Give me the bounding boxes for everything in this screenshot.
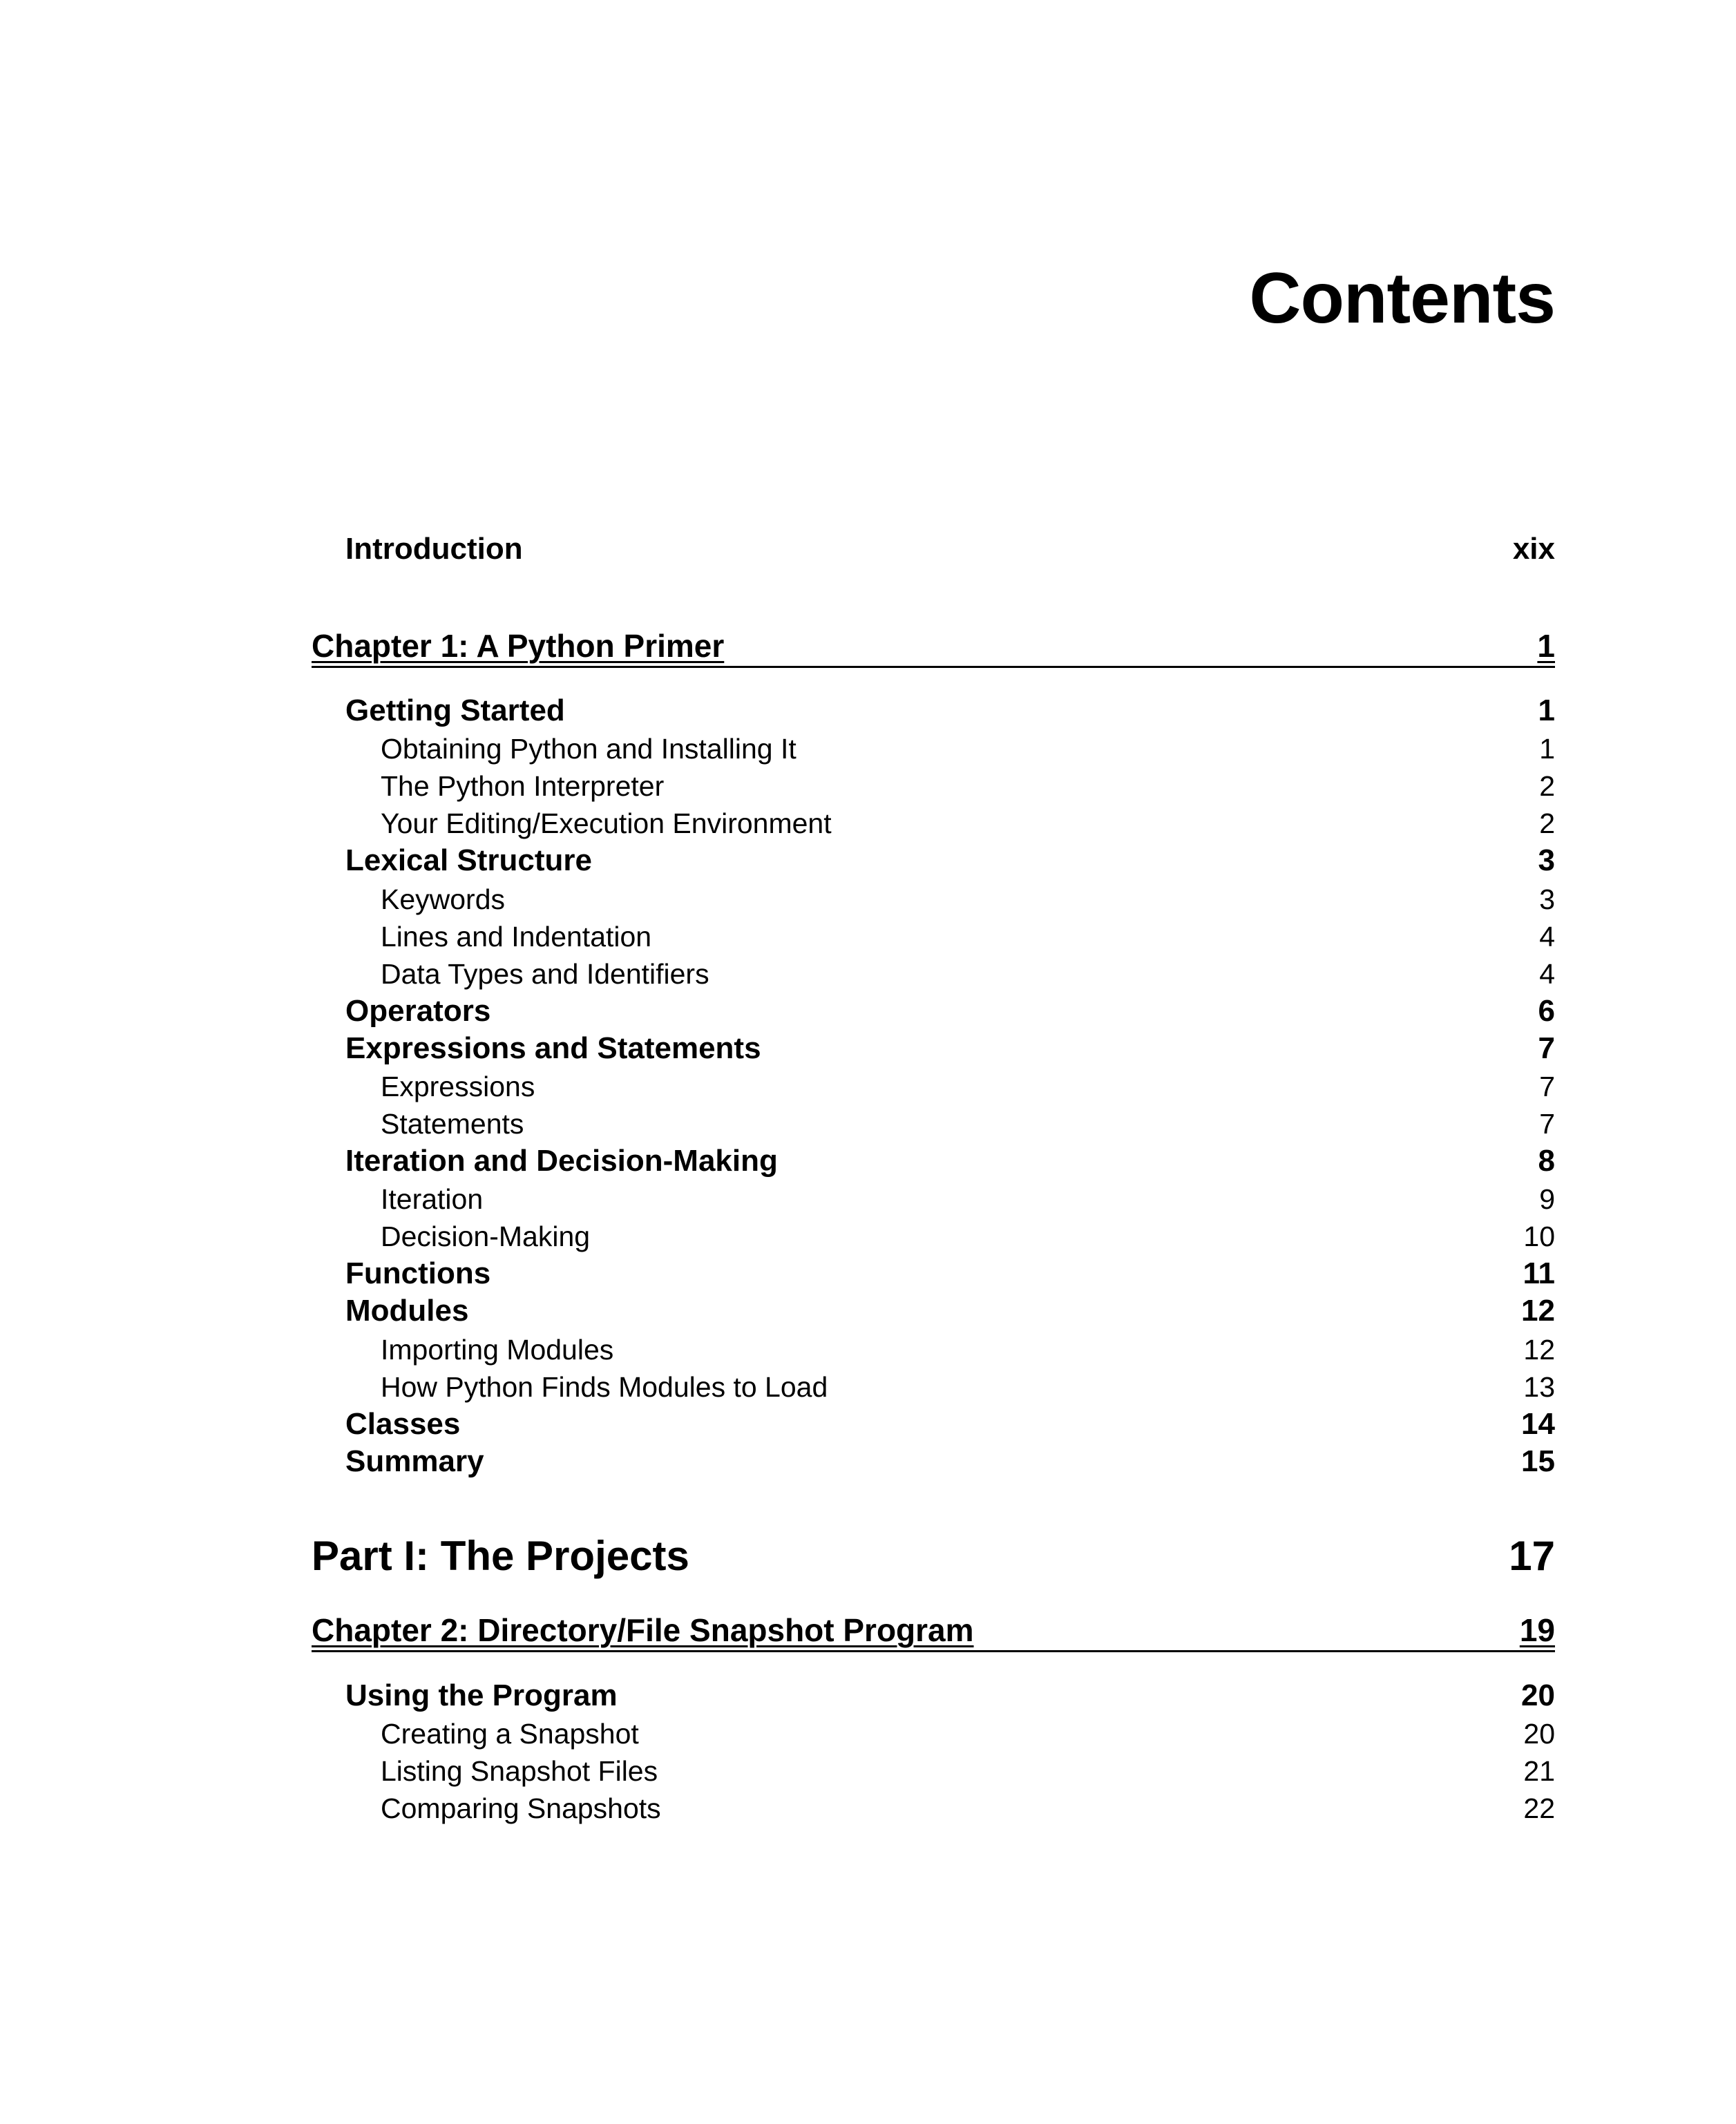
toc-chapter-page: 19 xyxy=(1519,1612,1555,1648)
toc-section-page: 15 xyxy=(1521,1444,1555,1478)
toc-subsection-page: 2 xyxy=(1539,807,1555,839)
toc-section[interactable] xyxy=(345,1256,1555,1291)
toc-subsection-page: 4 xyxy=(1539,921,1555,953)
toc-section-label: Expressions and Statements xyxy=(345,1031,761,1065)
toc-section[interactable] xyxy=(345,843,1555,878)
toc-chapter-label: Chapter 1: A Python Primer xyxy=(312,628,725,664)
toc-section[interactable] xyxy=(345,1444,1555,1479)
toc-section-page: 14 xyxy=(1521,1407,1555,1441)
toc-section-page: 3 xyxy=(1538,843,1555,877)
toc-section-label: Functions xyxy=(345,1256,491,1290)
toc-subsection-label: Statements xyxy=(381,1108,524,1140)
toc-part-label: Part I: The Projects xyxy=(312,1533,689,1579)
toc-section-label: Iteration and Decision-Making xyxy=(345,1144,778,1178)
toc-subsection-label: Data Types and Identifiers xyxy=(381,958,709,990)
toc-section-label: Getting Started xyxy=(345,693,565,727)
toc-subsection-label: Lines and Indentation xyxy=(381,921,652,953)
toc-section-page: 20 xyxy=(1521,1678,1555,1712)
toc-subsection[interactable] xyxy=(381,883,1555,916)
toc-chapter-label: Chapter 2: Directory/File Snapshot Program xyxy=(312,1612,974,1648)
toc-subsection-label: Your Editing/Execution Environment xyxy=(381,807,832,839)
toc-subsection[interactable] xyxy=(381,1108,1555,1140)
page-title: Contents xyxy=(1249,258,1555,338)
toc-subsection-label: Keywords xyxy=(381,883,506,915)
toc-entry-introduction[interactable] xyxy=(345,532,1555,566)
toc-chapter-page: 1 xyxy=(1537,628,1555,664)
toc-chapter-2[interactable] xyxy=(312,1611,1555,1652)
toc-subsection-page: 21 xyxy=(1523,1755,1555,1787)
toc-subsection[interactable] xyxy=(381,1071,1555,1103)
toc-part-1[interactable] xyxy=(312,1532,1555,1580)
toc-subsection[interactable] xyxy=(381,1718,1555,1750)
toc-subsection[interactable] xyxy=(381,1371,1555,1404)
toc-subsection-label: Decision-Making xyxy=(381,1221,591,1252)
toc-section-label: Classes xyxy=(345,1407,461,1441)
toc-section[interactable] xyxy=(345,1294,1555,1328)
toc-subsection[interactable] xyxy=(381,1755,1555,1788)
toc-subsection[interactable] xyxy=(381,958,1555,991)
toc-section-page: 1 xyxy=(1538,693,1555,727)
toc-section-label: Summary xyxy=(345,1444,484,1478)
toc-section-label: Modules xyxy=(345,1294,469,1328)
toc-subsection-page: 12 xyxy=(1523,1334,1555,1366)
toc-subsection-page: 4 xyxy=(1539,958,1555,990)
toc-subsection-page: 7 xyxy=(1539,1108,1555,1140)
toc-section[interactable] xyxy=(345,1678,1555,1713)
toc-entry-label: Introduction xyxy=(345,532,523,566)
toc-subsection[interactable] xyxy=(381,807,1555,840)
toc-subsection-label: Creating a Snapshot xyxy=(381,1718,639,1750)
toc-subsection-label: Importing Modules xyxy=(381,1334,614,1366)
toc-section-page: 6 xyxy=(1538,994,1555,1028)
toc-subsection-page: 10 xyxy=(1523,1221,1555,1252)
toc-section-page: 8 xyxy=(1538,1144,1555,1178)
toc-subsection-page: 22 xyxy=(1523,1792,1555,1824)
toc-subsection-label: Expressions xyxy=(381,1071,535,1102)
toc-chapter-1[interactable] xyxy=(312,627,1555,668)
toc-section[interactable] xyxy=(345,1407,1555,1442)
toc-subsection-label: Iteration xyxy=(381,1183,484,1215)
toc-subsection[interactable] xyxy=(381,1183,1555,1216)
toc-subsection-label: How Python Finds Modules to Load xyxy=(381,1371,828,1403)
toc-subsection[interactable] xyxy=(381,1334,1555,1366)
toc-subsection[interactable] xyxy=(381,1792,1555,1825)
toc-subsection-page: 7 xyxy=(1539,1071,1555,1102)
toc-section[interactable] xyxy=(345,994,1555,1028)
toc-subsection-label: The Python Interpreter xyxy=(381,770,665,802)
toc-subsection-page: 3 xyxy=(1539,883,1555,915)
toc-section-page: 11 xyxy=(1523,1256,1555,1290)
toc-subsection[interactable] xyxy=(381,1221,1555,1253)
toc-subsection-page: 20 xyxy=(1523,1718,1555,1750)
toc-section-label: Operators xyxy=(345,994,491,1028)
toc-section-label: Lexical Structure xyxy=(345,843,593,877)
toc-entry-page: xix xyxy=(1512,532,1555,566)
toc-subsection-label: Obtaining Python and Installing It xyxy=(381,733,797,765)
toc-subsection-label: Listing Snapshot Files xyxy=(381,1755,658,1787)
toc-part-page: 17 xyxy=(1509,1533,1555,1579)
toc-subsection[interactable] xyxy=(381,770,1555,803)
toc-subsection[interactable] xyxy=(381,733,1555,765)
toc-section-page: 7 xyxy=(1538,1031,1555,1065)
toc-subsection-label: Comparing Snapshots xyxy=(381,1792,661,1824)
toc-section[interactable] xyxy=(345,1144,1555,1178)
toc-section-page: 12 xyxy=(1521,1294,1555,1328)
toc-subsection-page: 2 xyxy=(1539,770,1555,802)
toc-section[interactable] xyxy=(345,1031,1555,1066)
toc-section-label: Using the Program xyxy=(345,1678,618,1712)
toc-subsection-page: 13 xyxy=(1523,1371,1555,1403)
toc-section[interactable] xyxy=(345,693,1555,728)
toc-subsection[interactable] xyxy=(381,921,1555,953)
toc-subsection-page: 9 xyxy=(1539,1183,1555,1215)
toc-subsection-page: 1 xyxy=(1539,733,1555,765)
